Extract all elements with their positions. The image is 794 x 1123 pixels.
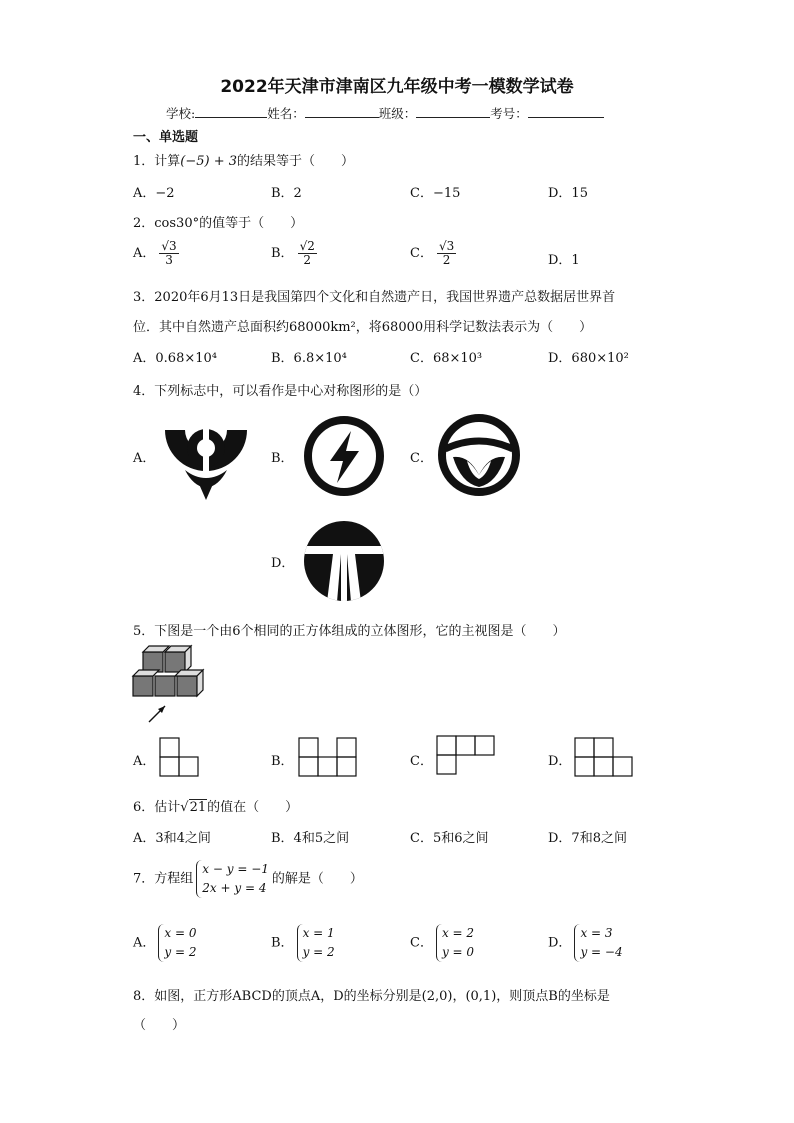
q4-option-a[interactable]: A． — [133, 451, 156, 466]
q3-option-d[interactable]: D．680×10² — [548, 351, 629, 366]
q2-option-d[interactable]: D．1 — [548, 253, 580, 268]
q4-option-c[interactable]: C． — [410, 451, 433, 466]
class-label: 班级： — [378, 106, 417, 121]
q2-option-c[interactable]: C． $\frac{√3}{2}$ — [410, 239, 455, 268]
student-info-row — [166, 104, 604, 122]
view-d-figure — [574, 737, 634, 777]
solution-system: x = 3 y = −4 — [574, 924, 622, 962]
question-8-line-1: 8．如图，正方形ABCD的顶点A，D的坐标分别是(2,0)，(0,1)，则顶点B的坐标是 — [133, 989, 610, 1004]
section-title: 一、单选题 — [133, 130, 199, 145]
name-label: 姓名： — [267, 106, 305, 121]
solution-system: x = 0 y = 2 — [158, 924, 196, 962]
q4-option-b[interactable]: B． — [271, 451, 294, 466]
equation-system: x − y = −1 2x + y = 4 — [196, 860, 269, 898]
fraction: $\frac{√3}{3}$ — [161, 239, 177, 268]
question-2: 2．cos30°的值等于（ ） — [133, 216, 304, 231]
name-blank[interactable] — [305, 105, 379, 118]
logo-c-icon — [437, 413, 521, 497]
radicand: 21 — [189, 800, 207, 815]
question-7: 7．方程组 x − y = −1 2x + y = 4 的解是（ ） — [133, 860, 363, 898]
page-title: 2022年天津市津南区九年级中考一模数学试卷 — [220, 77, 574, 97]
fraction: $\frac{√3}{2}$ — [438, 239, 455, 268]
q1-option-b[interactable]: B．2 — [271, 186, 302, 201]
view-b-figure — [298, 737, 358, 777]
school-label: 学校: — [166, 106, 196, 121]
q7-option-c[interactable]: C． x = 2 y = 0 — [410, 924, 477, 962]
q2-option-a[interactable]: A． $\frac{√3}{3}$ — [133, 239, 177, 268]
question-8-line-2: （ ） — [133, 1018, 186, 1033]
q5-option-a[interactable]: A． — [133, 754, 156, 769]
q6-option-c[interactable]: C．5和6之间 — [410, 831, 489, 846]
view-a-figure — [159, 737, 199, 777]
cube-stack-figure — [133, 644, 213, 726]
exam-no-blank[interactable] — [528, 105, 604, 118]
fraction: $\frac{√2}{2}$ — [299, 239, 315, 268]
question-3-line-1: 3．2020年6月13日是我国第四个文化和自然遗产日，我国世界遗产总数据居世界首 — [133, 290, 616, 305]
question-3-line-2: 位．其中自然遗产总面积约68000km²，将68000用科学记数法表示为（ ） — [133, 320, 593, 335]
q7-option-b[interactable]: B． x = 1 y = 2 — [271, 924, 338, 962]
class-blank[interactable] — [416, 105, 490, 118]
view-c-figure — [436, 735, 498, 777]
q7-option-d[interactable]: D． x = 3 y = −4 — [548, 924, 626, 962]
q5-option-d[interactable]: D． — [548, 754, 572, 769]
q6-option-d[interactable]: D．7和8之间 — [548, 831, 627, 846]
q1-option-c[interactable]: C．−15 — [410, 186, 461, 201]
q6-option-b[interactable]: B．4和5之间 — [271, 831, 350, 846]
q5-option-c[interactable]: C． — [410, 754, 433, 769]
question-5: 5．下图是一个由6个相同的正方体组成的立体图形，它的主视图是（ ） — [133, 624, 566, 639]
lightning-bolt-logo-icon — [303, 415, 385, 497]
q5-option-b[interactable]: B． — [271, 754, 294, 769]
logo-a-icon — [163, 412, 249, 504]
q3-option-b[interactable]: B．6.8×10⁴ — [271, 351, 347, 366]
q3-option-a[interactable]: A．0.68×10⁴ — [133, 351, 217, 366]
logo-d-icon — [303, 520, 385, 602]
exam-no-label: 考号： — [490, 106, 528, 121]
q6-option-a[interactable]: A．3和4之间 — [133, 831, 211, 846]
question-1: 1．计算(−5) + 3的结果等于（ ） — [133, 154, 355, 169]
solution-system: x = 2 y = 0 — [436, 924, 474, 962]
q7-option-a[interactable]: A． x = 0 y = 2 — [133, 924, 200, 962]
q3-option-c[interactable]: C．68×10³ — [410, 351, 483, 366]
q1-option-d[interactable]: D．15 — [548, 186, 588, 201]
q1-option-a[interactable]: A．−2 — [133, 186, 175, 201]
question-4: 4．下列标志中，可以看作是中心对称图形的是（） — [133, 384, 428, 399]
question-6: 6．估计√21的值在（ ） — [133, 800, 299, 815]
q4-option-d[interactable]: D． — [271, 556, 295, 571]
q2-option-b[interactable]: B． $\frac{√2}{2}$ — [271, 239, 315, 268]
solution-system: x = 1 y = 2 — [297, 924, 335, 962]
school-blank[interactable] — [195, 105, 267, 118]
